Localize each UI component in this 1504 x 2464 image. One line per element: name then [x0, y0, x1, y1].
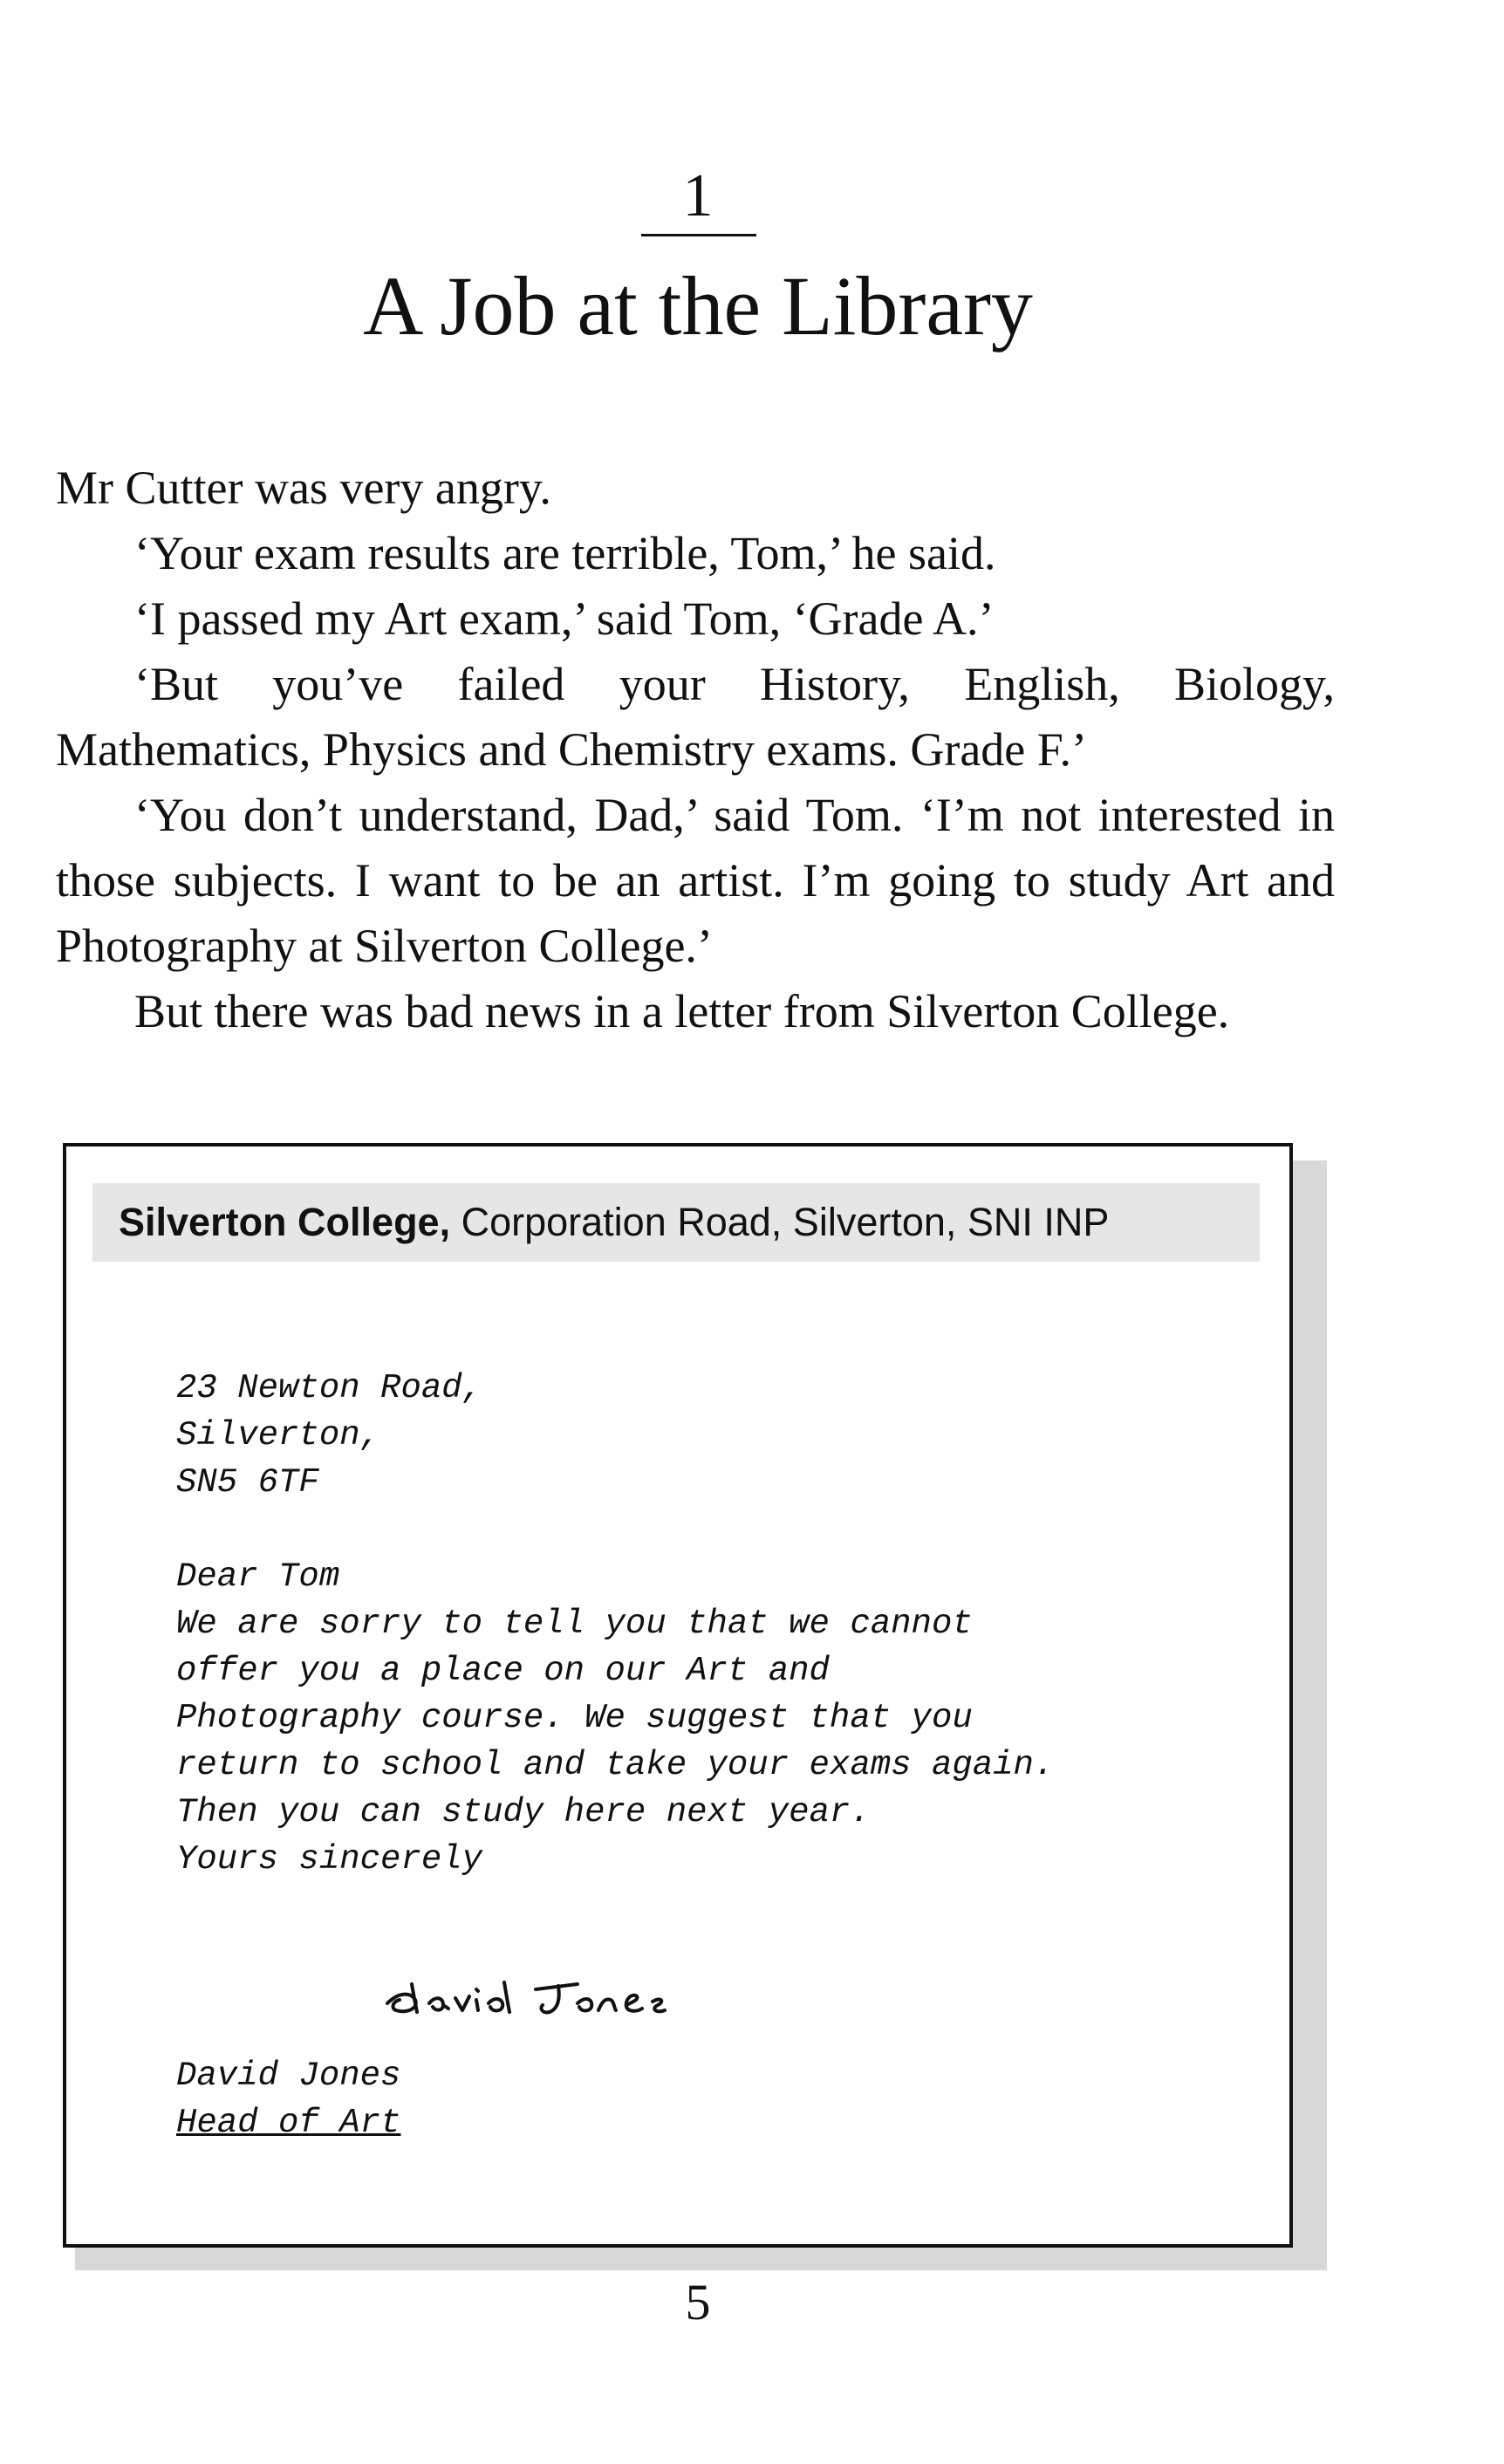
paragraph: ‘Your exam results are terrible, Tom,’ he said. — [134, 527, 996, 579]
college-name: Silverton College, — [119, 1200, 451, 1244]
salutation: Dear Tom — [176, 1557, 340, 1596]
letter-line: offer you a place on our Art and — [176, 1652, 830, 1690]
address-line: SN5 6TF — [176, 1463, 319, 1502]
paragraph: Mr Cutter was very angry. — [56, 462, 551, 514]
sign-off: Yours sincerely — [176, 1840, 483, 1879]
college-address: Corporation Road, Silverton, SNI INP — [450, 1200, 1110, 1244]
paragraph: ‘You don’t understand, Dad,’ said Tom. ‘I’m not interested in those subjects. I want to be an artist. I’m going to study Art and Photography at Silverton College.’ — [56, 789, 1335, 972]
letter-line: Then you can study here next year. — [176, 1793, 871, 1831]
paragraph: But there was bad news in a letter from Silverton College. — [134, 985, 1230, 1037]
letter-line: return to school and take your exams again. — [176, 1746, 1055, 1784]
page-number: 5 — [685, 2274, 711, 2331]
handwritten-signature — [380, 1958, 712, 2028]
letter-letterhead — [92, 1183, 1260, 1262]
sender-block — [176, 2052, 400, 2146]
story-text — [56, 455, 1335, 1044]
sender-name: David Jones — [176, 2057, 401, 2095]
paragraph: ‘But you’ve failed your History, English, Biology, Mathematics, Physics and Chemistry exams. Grade F.’ — [56, 658, 1335, 776]
chapter-number: 1 — [682, 162, 714, 229]
chapter-number-rule — [641, 234, 756, 236]
paragraph: ‘I passed my Art exam,’ said Tom, ‘Grade A.’ — [134, 592, 995, 645]
letter-line: Photography course. We suggest that you — [176, 1699, 973, 1737]
address-line: 23 Newton Road, — [176, 1369, 483, 1407]
letter — [63, 1143, 1293, 2248]
chapter-title: A Job at the Library — [363, 259, 1033, 352]
sender-role: Head of Art — [176, 2104, 401, 2142]
letter-body — [176, 1553, 1223, 1883]
recipient-address — [176, 1365, 482, 1506]
letter-line: We are sorry to tell you that we cannot — [176, 1605, 973, 1643]
address-line: Silverton, — [176, 1416, 381, 1454]
